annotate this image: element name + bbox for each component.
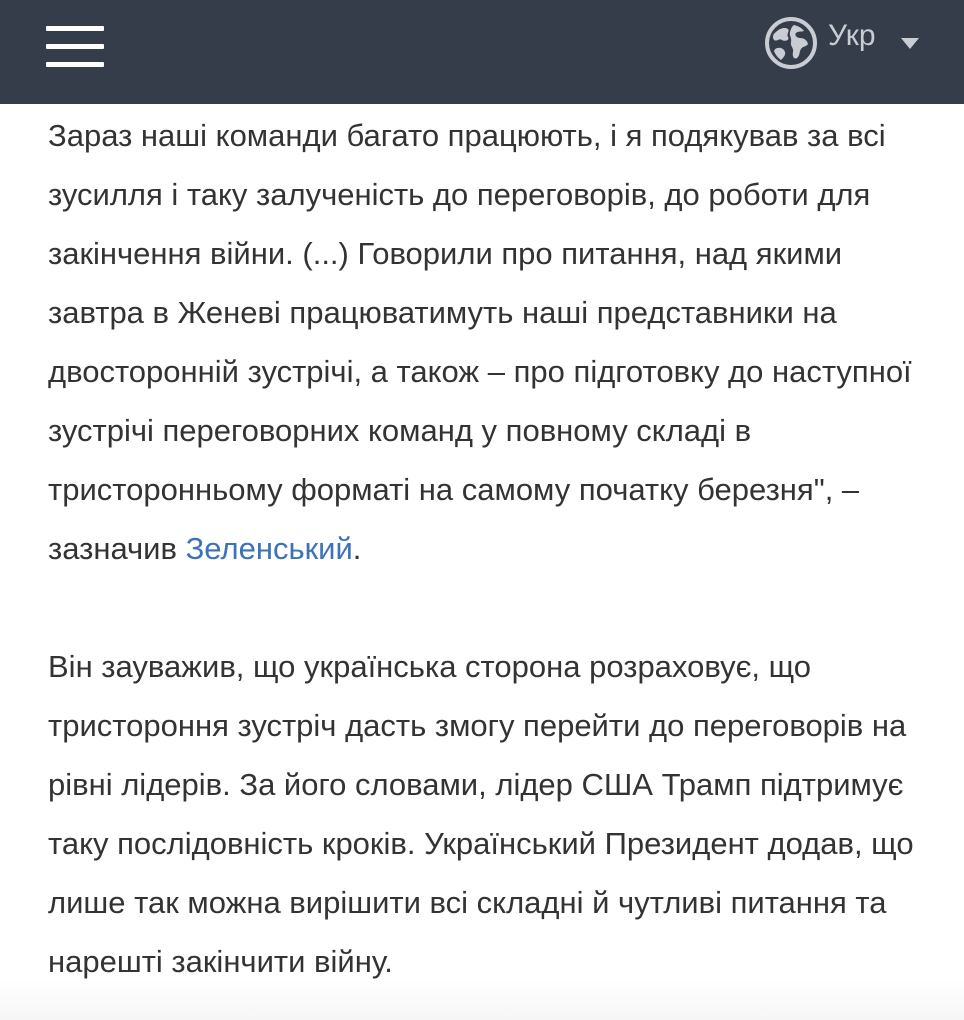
menu-bar (46, 26, 104, 31)
language-selector[interactable] (764, 16, 924, 72)
paragraph-text: підготовку до наступної зустрічі переговорних команд у (48, 354, 912, 448)
paragraph-text: складні й чутливі питання та нарешті закінчити війну. (48, 885, 887, 979)
zelensky-link[interactable]: Зеленський (185, 531, 353, 566)
article-body (48, 106, 928, 991)
top-header (0, 0, 964, 104)
article-paragraph (48, 106, 928, 578)
paragraph-text: Він зауважив, що українська сторона розраховує, що (48, 649, 812, 684)
language-label: Укр (828, 19, 876, 52)
paragraph-text: якими завтра в Женеві працюватимуть наші (48, 236, 843, 330)
article-paragraph (48, 637, 928, 991)
paragraph-text: тристороння зустріч дасть змогу перейти до переговорів (48, 708, 864, 743)
menu-bar (46, 44, 104, 49)
globe-icon (764, 16, 818, 70)
paragraph-text: Президент додав, що лише так можна вирішити всі (48, 826, 914, 920)
hamburger-menu-icon[interactable] (46, 26, 104, 68)
paragraph-text: . (352, 531, 362, 566)
paragraph-text: підтримує таку послідовність кроків. Український (48, 767, 904, 861)
paragraph-text: початку березня", – зазначив (48, 472, 860, 566)
paragraph-text: представники на двосторонній зустрічі, а також – про (48, 295, 837, 389)
paragraph-text: на рівні лідерів. За його словами, лідер США Трамп (48, 708, 907, 802)
paragraph-text: Зараз наші команди багато працюють, і я подякував за (48, 118, 839, 153)
caret-down-icon (901, 38, 919, 49)
menu-bar (46, 62, 104, 67)
paragraph-text: повному складі в тристоронньому форматі на самому (48, 413, 752, 507)
paragraph-text: всі зусилля і таку залученість до переговорів, до роботи (48, 118, 886, 212)
paragraph-text: для закінчення війни. (...) Говорили про питання, над (48, 177, 871, 271)
